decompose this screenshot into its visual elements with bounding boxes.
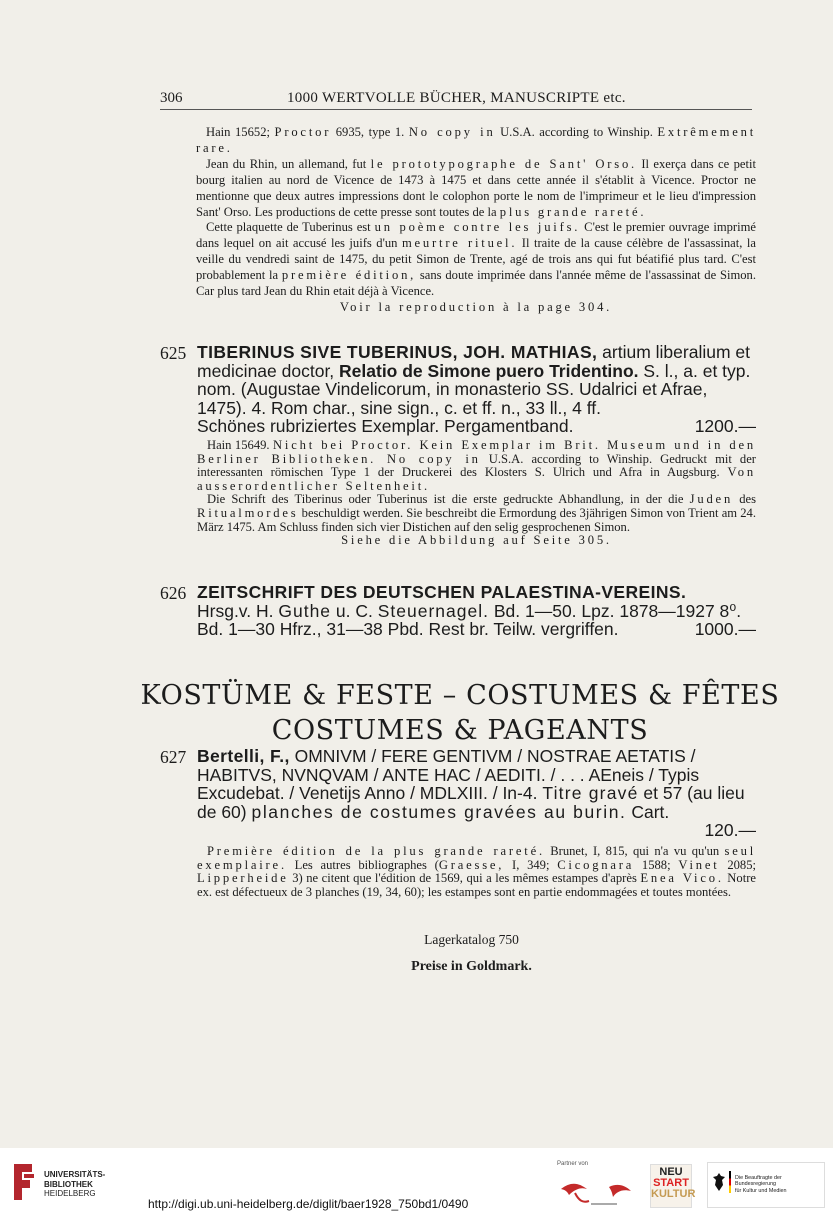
entry-number: 626 [160, 583, 187, 603]
catalog-entry-627 [160, 747, 756, 899]
running-title: 1000 WERTVOLLE BÜCHER, MANUSCRIPTE etc. [287, 90, 626, 106]
page-header [160, 90, 752, 110]
figure-reference: Siehe die Abbildung auf Seite 305. [341, 533, 612, 548]
entry-heading: TIBERINUS SIVE TUBERINUS, JOH. MATHIAS, [197, 342, 598, 362]
deutsche-digitale-bibliothek-logo-icon[interactable] [557, 1175, 647, 1209]
prices-label: Preise in Goldmark. [411, 959, 532, 974]
federal-eagle-icon [712, 1171, 726, 1193]
catalog-label: Lagerkatalog 750 [424, 932, 519, 947]
entry-price: 120.— [704, 820, 756, 841]
note-paragraph: Jean du Rhin, un allemand, fut le prototypographe de Sant' Orso. Il exerça dans ce petit bourg italien au nord de Vicence de 1473 à 1475 et dans cette année il s'établit à Vicence. Proctor ne mentionne que deux autres impressions dont le colophon porte le nom de l'imprimeur et le lieu d'impression Sant' Orso. Les productions de cette presse sont toutes de la plus grande rareté. [196, 156, 756, 219]
german-flag-stripe [729, 1171, 731, 1193]
entry-notes: Hain 15649. Nicht bei Proctor. Kein Exemplar im Brit. Museum und in den Berliner Bibliotheken. No copy in U.S.A. according to Winship. Gedruckt mit der interessanten römischen Type 1 der Druckerei des Klosters S. Ulrich und Afra in Augsburg. Von ausserordentlicher Seltenheit. Die Schrift des Tiberinus oder Tuberinus ist die erste gedruckte Abhandlung, in der die Juden des Ritualmordes beschuldigt werden. Sie beschreibt die Ermordung des 3jährigen Simon von Trient am 24. März 1475. Am Schluss finden sich vier Distichen auf den selig gesprochenen Simon. Siehe die Abbildung auf Seite 305. [197, 437, 757, 548]
reproduction-reference: Voir la reproduction à la page 304. [339, 299, 613, 314]
neustart-kultur-logo[interactable]: NEU START KULTUR [650, 1164, 692, 1208]
catalog-entry-625 [160, 343, 756, 548]
entry-price: 1000.— [694, 619, 756, 640]
section-heading [130, 678, 790, 748]
attribution-bar [0, 1148, 833, 1217]
entry-title: Relatio de Simone puero Tridentino. [339, 360, 639, 381]
ub-heidelberg-logo[interactable]: UNIVERSITÄTS- BIBLIOTHEK HEIDELBERG [8, 1162, 158, 1202]
entry-number: 627 [160, 747, 187, 767]
ub-heidelberg-logo-icon [8, 1162, 38, 1202]
header-rule [160, 109, 752, 110]
entry-description: TIBERINUS SIVE TUBERINUS, JOH. MATHIAS, artium liberalium et medicinae doctor, Relatio de Simone puero Tridentino. S. l., a. et typ. nom. (Augustae Vindelicorum, in monasterio SS. Udalrici et Afrae, 1475). 4. Rom char., sine sign., c. et ff. n., 33 ll., 4 ff. Schönes rubriziertes Exemplar. Pergamentband. 1200.— [197, 342, 756, 437]
partner-label: Partner von [557, 1161, 589, 1167]
entry-price-line: Bd. 1—30 Hfrz., 31—38 Pbd. Rest br. Teilw. vergriffen. 1000.— [197, 619, 756, 640]
bkm-logo[interactable]: Die Beauftragte der Bundesregierung für Kultur und Medien [707, 1162, 825, 1208]
entry-heading: Bertelli, F., [197, 746, 290, 766]
entry-price: 1200.— [694, 416, 756, 437]
entry-number: 625 [160, 343, 187, 363]
catalog-entry-626 [160, 583, 756, 639]
page-number: 306 [160, 90, 183, 106]
note-paragraph: Cette plaquette de Tuberinus est un poème contre les juifs. C'est le premier ouvrage imprimé dans lequel on ait accusé les juifs d'un meurtre rituel. Il traite de la cause célèbre de l'assassinat, la veille du vendredi saint de 1475, du petit Simon de Trente, agé de trois ans qui fut béatifié plus tard. C'est probablement la première édition, sans doute imprimée dans l'année même de l'assassinat de Simon. Car plus tard Jean du Rhin etait déjà à Vicence. [196, 220, 756, 299]
section-title-line: COSTUMES & PAGEANTS [271, 715, 649, 746]
note-paragraph: Hain 15652; Proctor 6935, type 1. No copy in U.S.A. according to Winship. Extrêmement rare. [196, 125, 757, 155]
permalink-url[interactable]: http://digi.ub.uni-heidelberg.de/diglit/baer1928_750bd1/0490 [148, 1197, 469, 1211]
section-title-line: KOSTÜME & FESTE – COSTUMES & FÊTES [140, 680, 780, 711]
entry-price-line: Schönes rubriziertes Exemplar. Pergamentband. 1200.— [197, 416, 756, 437]
entry-heading: ZEITSCHRIFT DES DEUTSCHEN PALAESTINA-VEREINS. [197, 582, 687, 602]
entry-description: ZEITSCHRIFT DES DEUTSCHEN PALAESTINA-VEREINS. Hrsg.v. H. Guthe u. C. Steuernagel. Bd. 1—50. Lpz. 1878—1927 8⁰. Bd. 1—30 Hfrz., 31—38 Pbd. Rest br. Teilw. vergriffen. 1000.— [197, 582, 756, 640]
entry-624-notes [196, 125, 756, 316]
entry-description: Bertelli, F., OMNIVM / FERE GENTIVM / NOSTRAE AETATIS / HABITVS, NVNQVAM / ANTE HAC / AEDITI. / . . . AEneis / Typis Excudebat. / Venetijs Anno / MDLXIII. / In-4. Titre gravé et 57 (au lieu de 60) planches de costumes gravées au burin. Cart. 120.— [197, 746, 756, 841]
entry-notes: Première édition de la plus grande rareté. Brunet, I, 815, qui n'a vu qu'un seul exemplaire. Les autres bibliographes (Graesse, I, 349; Cicognara 1588; Vinet 2085; Lipperheide 3) ne citent que l'édition de 1569, qui a les mêmes estampes d'après Enea Vico. Notre ex. est défectueux de 3 planches (19, 34, 60); les estampes sont en partie endommagées et toutes montées. [197, 843, 757, 899]
